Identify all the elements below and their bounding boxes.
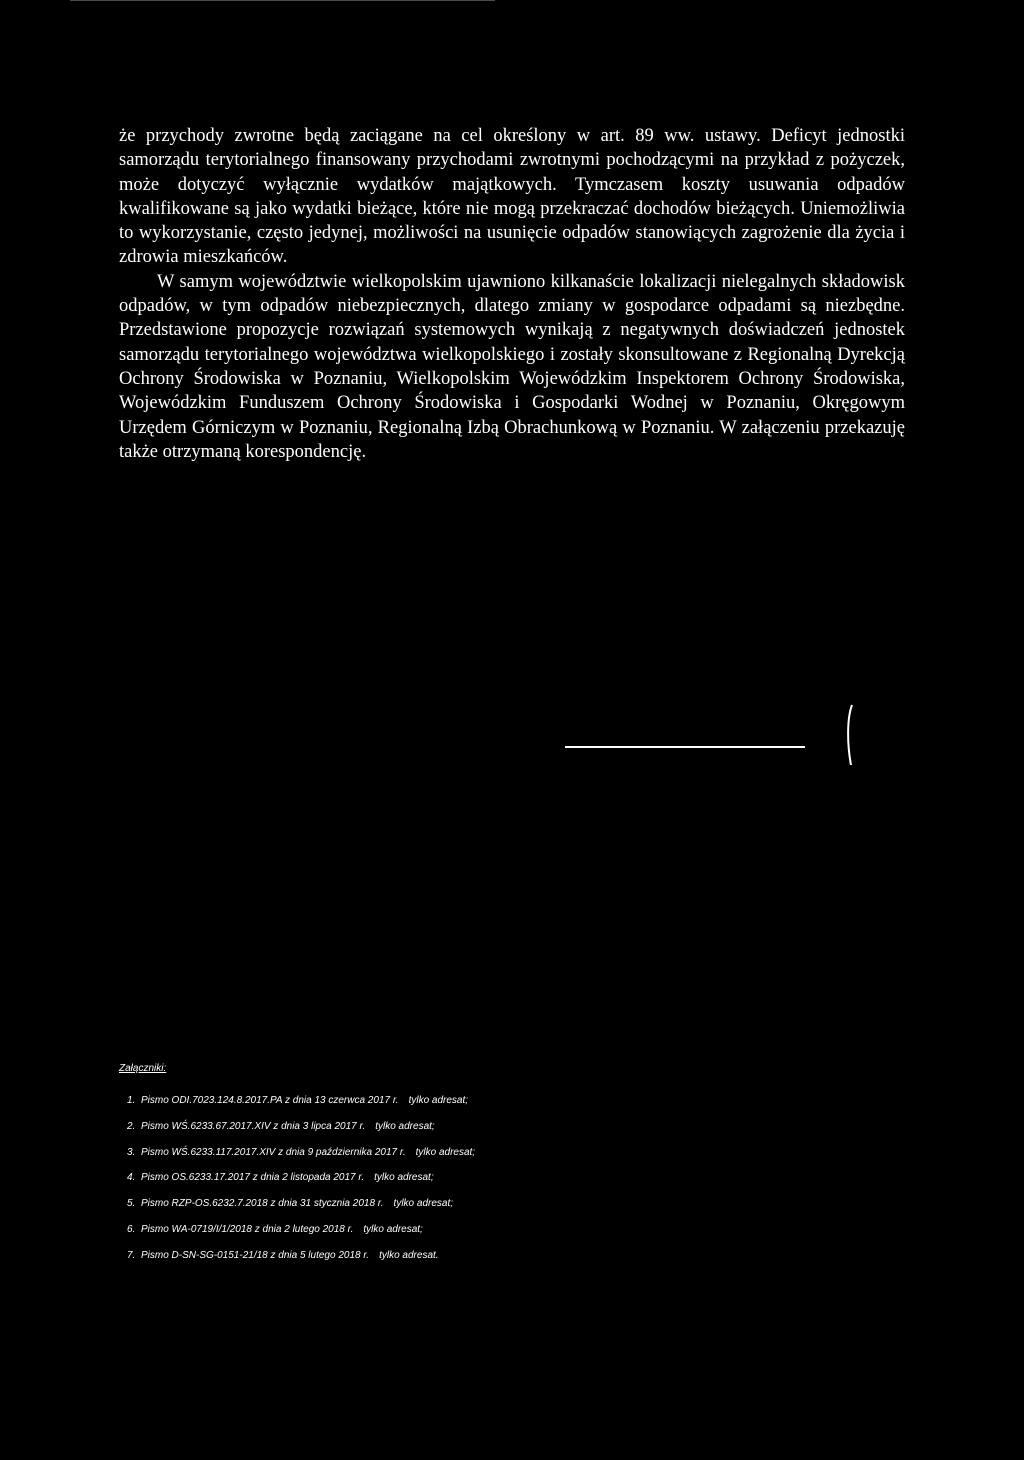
attachment-note: tylko adresat; [393,1198,454,1210]
attachment-item [119,1121,619,1147]
letter-body [119,124,905,464]
attachment-number: 2. [127,1120,136,1132]
attachment-item [119,1095,619,1121]
attachments-section [119,1063,619,1276]
attachment-note: tylko adresat; [363,1223,423,1235]
attachment-reference: Pismo WŚ.6233.67.2017.XIV z dnia 3 lipca 2017 r. [141,1120,366,1132]
attachments-heading: Załączniki: [119,1063,167,1074]
signature-line [565,746,805,748]
attachment-item [119,1198,619,1224]
attachments-list [119,1095,619,1276]
attachment-number: 7. [127,1249,136,1261]
attachment-item [119,1224,619,1250]
attachment-item [119,1147,619,1173]
attachment-note: tylko adresat. [379,1249,439,1261]
attachment-note: tylko adresat; [408,1095,469,1106]
attachment-number: 6. [127,1223,136,1235]
attachment-reference: Pismo ODI.7023.124.8.2017.PA z dnia 13 czerwca 2017 r. [141,1095,399,1106]
attachment-number: 3. [127,1146,136,1158]
signature-mark [846,704,854,766]
attachment-number: 4. [127,1172,136,1184]
attachment-reference: Pismo WŚ.6233.117.2017.XIV z dnia 9 października 2017 r. [141,1146,406,1158]
attachment-item [119,1172,619,1198]
attachment-reference: Pismo D-SN-SG-0151-21/18 z dnia 5 lutego 2018 r. [141,1249,370,1261]
paragraph-waste-sites: W samym województwie wielkopolskim ujawniono kilkanaście lokalizacji nielegalnych składowisk odpadów, w tym odpadów niebezpiecznych, dlatego zmiany w gospodarce odpadami są niezbędne. Przedstawione propozycje rozwiązań systemowych wynikają z negatywnych doświadczeń jednostek samorządu terytorialnego województwa wielkopolskiego i zostały skonsultowane z Regionalną Dyrekcją Ochrony Środowiska w Poznaniu, Wielkopolskim Wojewódzkim Inspektorem Ochrony Środowiska, Wojewódzkim Funduszem Ochrony Środowiska i Gospodarki Wodnej w Poznaniu, Okręgowym Urzędem Górniczym w Poznaniu, Regionalną Izbą Obrachunkową w Poznaniu. W załączeniu przekazuję także otrzymaną korespondencję. [119,271,905,462]
paragraph-deficit: że przychody zwrotne będą zaciągane na cel określony w art. 89 ww. ustawy. Deficyt jednostki samorządu terytorialnego finansowany przychodami zwrotnymi pochodzącymi na przykład z pożyczek, może dotyczyć wyłącznie wydatków majątkowych. Tymczasem koszty usuwania odpadów kwalifikowane są jako wydatki bieżące, które nie mogą przekraczać dochodów bieżących. Uniemożliwia to wykorzystanie, często jedynej, możliwości na usunięcie odpadów stanowiących zagrożenie dla życia i zdrowia mieszkańców. [119,126,905,268]
attachment-reference: Pismo RZP-OS.6232.7.2018 z dnia 31 stycznia 2018 r. [141,1198,384,1210]
attachment-reference: Pismo OS.6233.17.2017 z dnia 2 listopada 2017 r. [141,1172,365,1184]
attachment-number: 5. [127,1198,136,1210]
attachment-item [119,1250,619,1276]
attachment-note: tylko adresat; [415,1146,476,1158]
top-edge-rule [70,0,495,1]
attachment-note: tylko adresat; [374,1172,434,1184]
attachment-number: 1. [127,1095,136,1106]
attachment-note: tylko adresat; [375,1120,435,1132]
attachment-reference: Pismo WA-0719/I/1/2018 z dnia 2 lutego 2018 r. [141,1223,354,1235]
